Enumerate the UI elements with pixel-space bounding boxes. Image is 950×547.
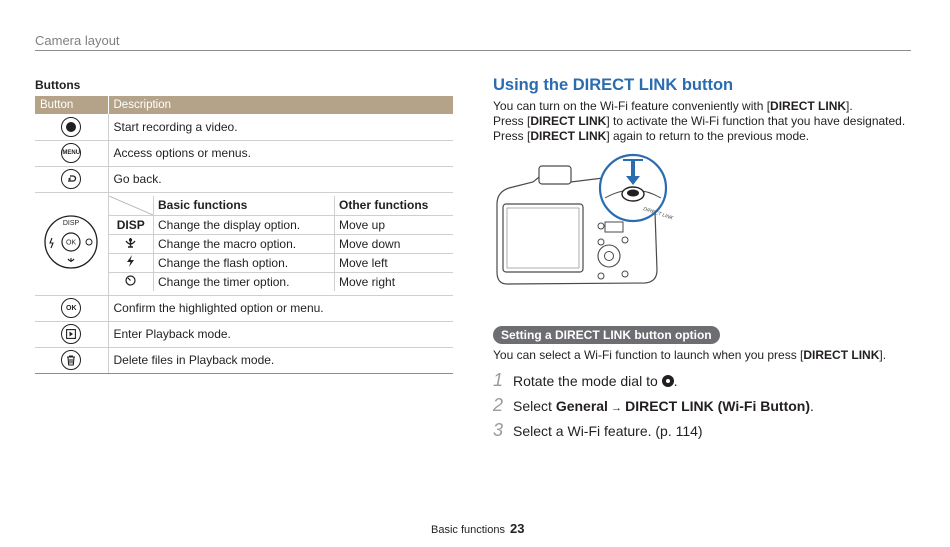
page-header [35, 33, 911, 51]
page-footer [431, 521, 524, 536]
row-desc: Access options or menus. [108, 140, 453, 166]
camera-illustration [493, 152, 683, 292]
basic-function: Change the display option. [154, 215, 335, 234]
step-item: 3 Select a Wi-Fi feature. (p. 114) [493, 420, 703, 440]
row-desc: Start recording a video. [108, 114, 453, 140]
ok-icon: OK [61, 298, 81, 318]
timer-icon [109, 272, 154, 291]
nav-pad-icon [43, 214, 99, 270]
buttons-table [35, 96, 453, 374]
diagonal-cell [109, 196, 154, 215]
page-number: 23 [509, 521, 525, 536]
back-icon [61, 169, 81, 189]
table-row [35, 347, 453, 373]
basic-function: Change the macro option. [154, 234, 335, 253]
buttons-title: Buttons [35, 78, 81, 92]
steps-list [493, 370, 913, 445]
camera-direct-link-label: DIRECT LINK [642, 206, 674, 222]
other-function: Move right [339, 274, 396, 289]
step-item: 1 Rotate the mode dial to . [493, 370, 678, 390]
nav-item [109, 253, 454, 272]
other-function: Move down [335, 234, 454, 253]
row-desc: Delete files in Playback mode. [108, 347, 453, 373]
row-desc: Enter Playback mode. [108, 321, 453, 347]
basic-function: Change the timer option. [154, 272, 335, 291]
table-row [35, 295, 453, 321]
buttons-section [35, 78, 453, 374]
header-section: Camera layout [35, 33, 120, 48]
step-item: 2 Select General → DIRECT LINK (Wi-Fi Button). [493, 395, 814, 415]
section-title: Using the DIRECT LINK button [493, 76, 734, 94]
nav-item [109, 272, 454, 291]
step-number: 1 [493, 370, 504, 390]
playback-icon [61, 324, 81, 344]
settings-gear-icon [662, 375, 674, 387]
intro-line-3: Press [DIRECT LINK] again to return to the previous mode. [493, 129, 810, 143]
flash-icon [109, 253, 154, 272]
basic-function: Change the flash option. [154, 253, 335, 272]
macro-icon [109, 234, 154, 253]
direct-link-section [493, 76, 913, 144]
nav-functions-table [109, 196, 454, 291]
nav-item [109, 234, 454, 253]
table-row [35, 321, 453, 347]
intro-line-2: Press [DIRECT LINK] to activate the Wi-Fi function that you have designated. [493, 114, 906, 128]
delete-icon [61, 350, 81, 370]
col-description-header: Description [108, 96, 453, 114]
disp-icon: DISP [109, 215, 154, 234]
col-button-header: Button [35, 96, 108, 114]
other-function: Move up [335, 215, 454, 234]
record-icon [61, 117, 81, 137]
table-row [35, 166, 453, 192]
menu-icon: MENU [61, 143, 81, 163]
other-header: Other functions [335, 196, 454, 215]
row-desc: Go back. [108, 166, 453, 192]
footer-section: Basic functions [431, 524, 505, 536]
nav-disp-label: DISP [63, 220, 80, 227]
intro-line-1: You can turn on the Wi-Fi feature conveniently with [DIRECT LINK]. [493, 99, 853, 113]
step-number: 2 [493, 395, 504, 415]
table-row [35, 114, 453, 140]
table-row [35, 140, 453, 166]
other-function: Move left [335, 253, 454, 272]
row-desc: Confirm the highlighted option or menu. [108, 295, 453, 321]
step-number: 3 [493, 420, 504, 440]
nav-item [109, 215, 454, 234]
basic-header: Basic functions [154, 196, 335, 215]
subsection-desc: You can select a Wi-Fi function to launch when you press [DIRECT LINK]. [493, 348, 887, 362]
subsection-title: Setting a DIRECT LINK button option [493, 326, 720, 344]
nav-row [35, 192, 453, 295]
nav-ok-label: OK [66, 239, 77, 247]
